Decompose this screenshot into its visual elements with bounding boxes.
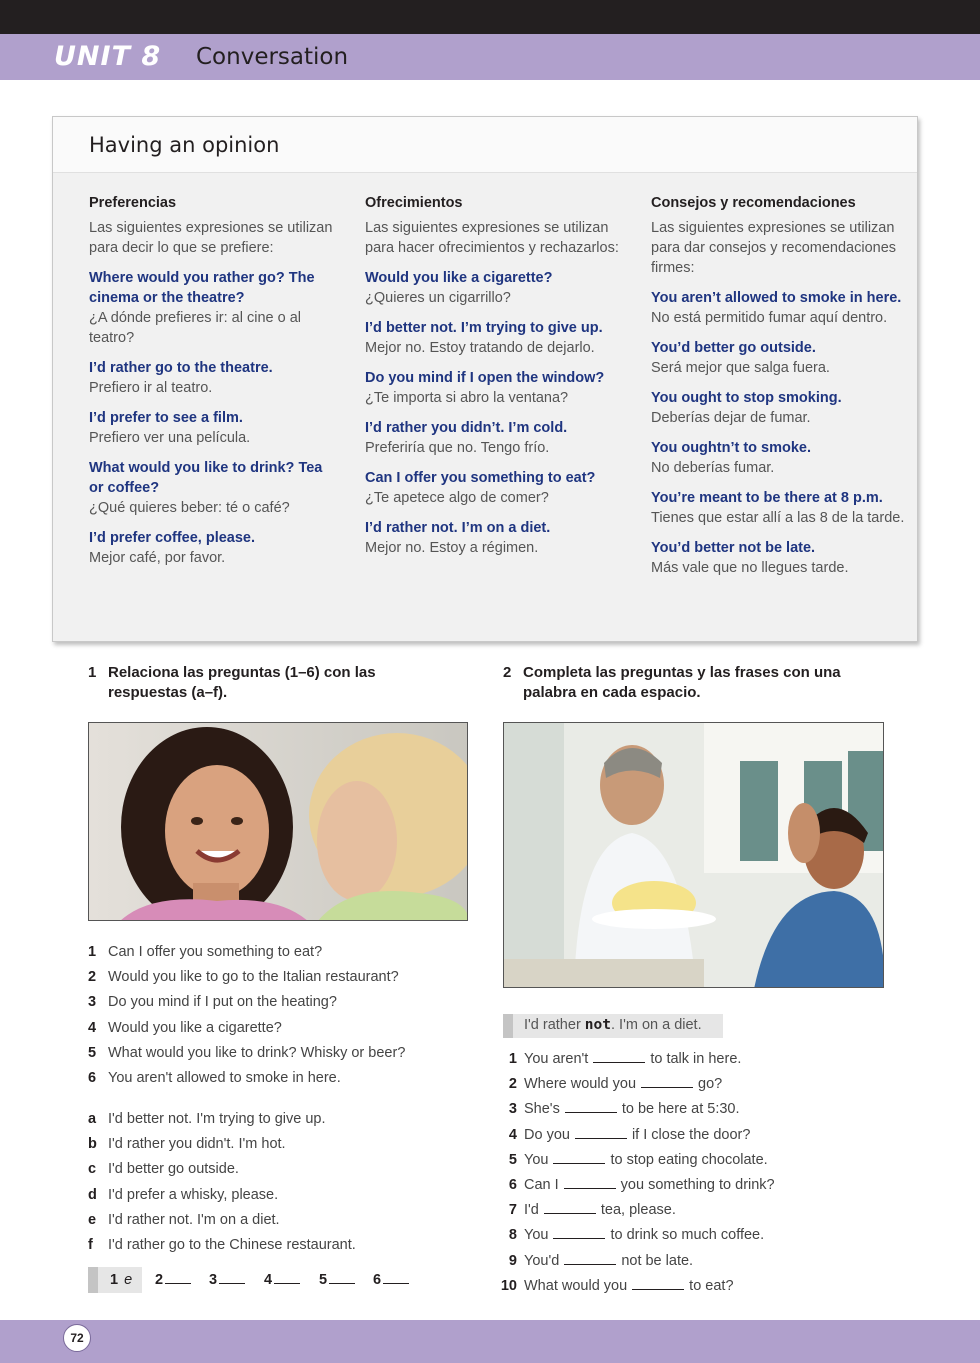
answer-text: I'd prefer a whisky, please.	[108, 1186, 279, 1203]
item-after: if I close the door?	[631, 1126, 751, 1143]
answer-blank[interactable]	[274, 1272, 300, 1284]
item-after: to be here at 5:30.	[621, 1101, 740, 1118]
expression-english: Do you mind if I open the window?	[365, 370, 605, 386]
column-heading: Ofrecimientos	[365, 195, 463, 211]
question-text: Would you like a cigarette?	[108, 1019, 282, 1036]
answer-example-number: 1	[110, 1272, 119, 1288]
expression-spanish: ¿Te apetece algo de comer?	[365, 490, 549, 506]
item-before: Where would you	[524, 1076, 637, 1093]
expression-english: What would you like to drink? Tea or coffee?	[89, 460, 323, 496]
answer-blank[interactable]	[329, 1272, 355, 1284]
column-preferencias	[89, 193, 339, 578]
answer-slot-number: 2	[155, 1272, 164, 1288]
answer-row	[88, 1134, 468, 1159]
expression-entry	[89, 358, 339, 398]
fill-in-blank[interactable]	[564, 1253, 616, 1265]
answer-slot-4[interactable]	[264, 1272, 300, 1288]
expression-spanish: Mejor café, por favor.	[89, 550, 226, 566]
expression-english: I’d prefer to see a film.	[89, 410, 243, 426]
box-title: Having an opinion	[89, 133, 280, 157]
expression-english: Where would you rather go? The cinema or the theatre?	[89, 270, 315, 306]
question-number: 5	[88, 1044, 97, 1061]
item-number: 2	[508, 1076, 517, 1093]
answer-slot-2[interactable]	[155, 1272, 191, 1288]
fill-in-row	[497, 1074, 887, 1099]
question-number: 2	[88, 969, 97, 986]
exercise-2-items	[497, 1049, 887, 1301]
fill-in-row	[497, 1125, 887, 1150]
answer-example-letter: e	[124, 1272, 133, 1288]
answer-slot-number: 5	[319, 1272, 328, 1288]
fill-in-blank[interactable]	[564, 1177, 616, 1189]
unit-title: Conversation	[196, 44, 349, 70]
exercise-2-instruction	[503, 663, 883, 703]
unit-label: UNIT 8	[54, 41, 162, 72]
item-number: 1	[508, 1051, 517, 1067]
fill-in-blank[interactable]	[553, 1227, 605, 1239]
expression-english: You oughtn’t to smoke.	[651, 440, 812, 456]
question-number: 3	[88, 994, 97, 1011]
fill-in-row	[497, 1225, 887, 1250]
exercise-number: 2	[503, 664, 512, 681]
fill-in-blank[interactable]	[632, 1278, 684, 1290]
fill-in-row	[497, 1150, 887, 1175]
expression-entry	[365, 518, 633, 558]
answer-row	[88, 1159, 468, 1184]
having-an-opinion-box	[52, 116, 918, 642]
exercise-instruction-text: Relaciona las preguntas (1–6) con las respuestas (a–f).	[108, 664, 376, 701]
expression-english: I’d rather go to the theatre.	[89, 360, 273, 376]
expression-spanish: ¿Quieres un cigarrillo?	[365, 290, 511, 306]
question-row	[88, 967, 468, 992]
answer-slot-number: 3	[209, 1272, 218, 1288]
item-number: 7	[508, 1202, 517, 1219]
box-header	[53, 117, 917, 173]
question-row	[88, 1068, 468, 1093]
item-before: What would you	[524, 1277, 628, 1294]
answer-slot-6[interactable]	[373, 1272, 409, 1288]
question-text: What would you like to drink? Whisky or beer?	[108, 1044, 406, 1061]
expression-entry	[651, 438, 909, 478]
question-text: Do you mind if I put on the heating?	[108, 994, 337, 1011]
fill-in-row	[497, 1175, 887, 1200]
expression-entry	[365, 318, 633, 358]
expression-english: Can I offer you something to eat?	[365, 470, 596, 486]
answer-slot-3[interactable]	[209, 1272, 245, 1288]
answer-blank[interactable]	[165, 1272, 191, 1284]
exercise-1-questions	[88, 942, 468, 1093]
expression-english: I’d prefer coffee, please.	[89, 530, 256, 546]
item-after: go?	[698, 1076, 723, 1093]
column-intro: Las siguientes expresiones se utilizan para decir lo que se prefiere:	[89, 220, 333, 256]
expression-spanish: Deberías dejar de fumar.	[651, 410, 811, 426]
answer-row	[88, 1210, 468, 1235]
question-row	[88, 942, 468, 967]
expression-entry	[651, 388, 909, 428]
fill-in-row	[497, 1251, 887, 1276]
question-row	[88, 1018, 468, 1043]
fill-in-blank[interactable]	[575, 1127, 627, 1139]
item-number: 4	[508, 1126, 517, 1143]
answer-row	[88, 1235, 468, 1260]
expression-entry	[651, 338, 909, 378]
expression-entry	[365, 368, 633, 408]
question-text: Can I offer you something to eat?	[108, 944, 323, 960]
item-after: tea, please.	[600, 1202, 676, 1219]
fill-in-row	[497, 1099, 887, 1124]
answer-slot-number: 4	[264, 1272, 273, 1288]
expression-spanish: Tienes que estar allí a las 8 de la tarde.	[651, 510, 905, 526]
item-after: to eat?	[689, 1277, 734, 1294]
column-heading: Consejos y recomendaciones	[651, 195, 856, 211]
expression-spanish: Más vale que no llegues tarde.	[651, 560, 849, 576]
expression-spanish: ¿Te importa si abro la ventana?	[365, 390, 569, 406]
answer-text: I'd rather not. I'm on a diet.	[108, 1211, 280, 1228]
item-after: to stop eating chocolate.	[610, 1151, 768, 1168]
item-number: 5	[508, 1151, 517, 1168]
answer-letter: c	[88, 1161, 97, 1178]
expression-english: You’re meant to be there at 8 p.m.	[651, 490, 883, 506]
expression-spanish: ¿A dónde prefieres ir: al cine o al teatro?	[89, 310, 301, 346]
item-before: She's	[524, 1101, 560, 1118]
answer-text: I'd rather go to the Chinese restaurant.	[108, 1236, 356, 1253]
item-after: you something to drink?	[620, 1176, 775, 1193]
fill-in-row	[497, 1200, 887, 1225]
expression-english: You aren’t allowed to smoke in here.	[651, 290, 902, 306]
item-before: Can I	[524, 1176, 559, 1193]
question-row	[88, 1043, 468, 1068]
answer-letter: e	[88, 1211, 97, 1228]
answer-letter: d	[88, 1186, 97, 1203]
answer-text: I'd better go outside.	[108, 1161, 239, 1178]
exercise-instruction-text: Completa las preguntas y las frases con una palabra en cada espacio.	[523, 664, 841, 701]
answer-text: I'd rather you didn't. I'm hot.	[108, 1136, 286, 1153]
expression-entry	[89, 268, 339, 348]
expression-english: You’d better not be late.	[651, 540, 816, 556]
column-heading: Preferencias	[89, 195, 177, 211]
expression-english: I’d rather you didn’t. I’m cold.	[365, 420, 568, 436]
expression-entry	[365, 468, 633, 508]
expression-spanish: Mejor no. Estoy a régimen.	[365, 540, 539, 556]
expression-entry	[651, 288, 909, 328]
answer-example	[110, 1272, 132, 1288]
item-before: I'd	[524, 1202, 539, 1219]
expression-entry	[651, 488, 909, 528]
answer-blank[interactable]	[219, 1272, 245, 1284]
fill-in-blank[interactable]	[553, 1152, 605, 1164]
top-black-bar	[0, 0, 980, 34]
item-before: You'd	[524, 1252, 560, 1269]
answer-key-bar	[88, 1267, 418, 1293]
expression-english: I’d better not. I’m trying to give up.	[365, 320, 603, 336]
question-text: Would you like to go to the Italian restaurant?	[108, 969, 399, 986]
question-number: 6	[88, 1069, 97, 1086]
exercise-1-instruction	[88, 663, 408, 703]
answer-letter: f	[88, 1236, 93, 1253]
column-intro: Las siguientes expresiones se utilizan para hacer ofrecimientos y rechazarlos:	[365, 220, 619, 256]
expression-spanish: Prefiero ver una película.	[89, 430, 251, 446]
item-number: 10	[500, 1277, 517, 1294]
item-before: You aren't	[524, 1051, 589, 1067]
answer-slot-5[interactable]	[319, 1272, 355, 1288]
fill-in-row	[497, 1276, 887, 1301]
answer-text: I'd better not. I'm trying to give up.	[108, 1111, 326, 1127]
expression-entry	[89, 528, 339, 568]
expression-spanish: No deberías fumar.	[651, 460, 775, 476]
example-answer-word: not	[584, 1017, 611, 1033]
item-before: Do you	[524, 1126, 570, 1143]
expression-english: I’d rather not. I’m on a diet.	[365, 520, 551, 536]
expression-spanish: No está permitido fumar aquí dentro.	[651, 310, 888, 326]
photo-two-men-kitchen	[503, 722, 884, 988]
expression-entry	[89, 408, 339, 448]
expression-spanish: Prefiero ir al teatro.	[89, 380, 213, 396]
expression-entry	[365, 268, 633, 308]
expression-english: Would you like a cigarette?	[365, 270, 553, 286]
expression-entry	[365, 418, 633, 458]
item-number: 8	[508, 1227, 517, 1244]
answer-letter: b	[88, 1136, 97, 1153]
expression-entry	[89, 458, 339, 518]
answer-row	[88, 1109, 468, 1134]
exercise-1-answers	[88, 1109, 468, 1260]
column-intro: Las siguientes expresiones se utilizan para dar consejos y recomendaciones firmes:	[651, 220, 897, 276]
expression-english: You’d better go outside.	[651, 340, 816, 356]
question-row	[88, 992, 468, 1017]
item-number: 3	[508, 1101, 517, 1118]
footer-band	[0, 1320, 980, 1363]
two-men-kitchen-illustration	[504, 723, 884, 988]
item-number: 6	[508, 1176, 517, 1193]
item-after: to talk in here.	[650, 1051, 742, 1067]
answer-blank[interactable]	[383, 1272, 409, 1284]
example-before: I'd rather	[524, 1017, 585, 1033]
two-women-illustration	[89, 723, 468, 921]
fill-in-blank[interactable]	[544, 1202, 596, 1214]
expression-spanish: ¿Qué quieres beber: té o café?	[89, 500, 290, 516]
answer-letter: a	[88, 1111, 97, 1127]
example-after: . I'm on a diet.	[611, 1017, 702, 1033]
photo-two-women	[88, 722, 468, 921]
item-after: not be late.	[621, 1252, 694, 1269]
answer-row	[88, 1185, 468, 1210]
exercise-2-example	[503, 1014, 723, 1038]
expression-english: You ought to stop smoking.	[651, 390, 842, 406]
fill-in-blank[interactable]	[641, 1076, 693, 1088]
page-number: 72	[63, 1324, 91, 1352]
question-number: 4	[88, 1019, 97, 1036]
item-number: 9	[508, 1252, 517, 1269]
fill-in-blank[interactable]	[565, 1101, 617, 1113]
fill-in-row	[497, 1049, 887, 1074]
expression-spanish: Será mejor que salga fuera.	[651, 360, 830, 376]
expression-spanish: Mejor no. Estoy tratando de dejarlo.	[365, 340, 595, 356]
exercise-number: 1	[88, 664, 97, 681]
column-ofrecimientos	[365, 193, 633, 568]
answer-slot-number: 6	[373, 1272, 382, 1288]
expression-entry	[651, 538, 909, 578]
question-text: You aren't allowed to smoke in here.	[108, 1069, 341, 1086]
item-after: to drink so much coffee.	[610, 1227, 765, 1244]
question-number: 1	[88, 944, 97, 960]
expression-spanish: Preferiría que no. Tengo frío.	[365, 440, 550, 456]
column-consejos	[651, 193, 909, 588]
item-before: You	[524, 1227, 549, 1244]
fill-in-blank[interactable]	[593, 1051, 645, 1063]
item-before: You	[524, 1151, 549, 1168]
